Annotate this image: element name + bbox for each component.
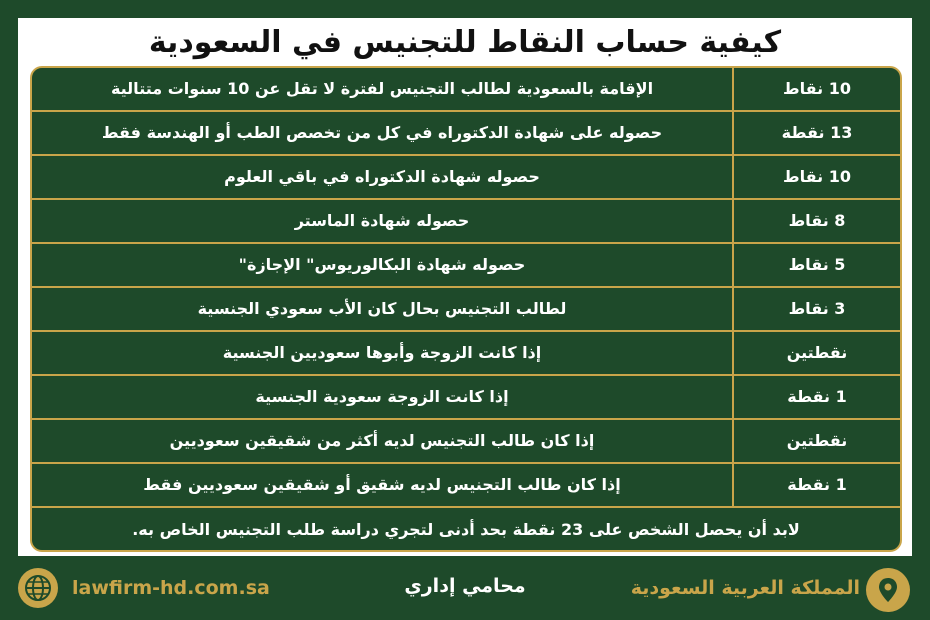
table-row: [32, 68, 900, 112]
page-title: كيفية حساب النقاط للتجنيس في السعودية: [148, 25, 782, 60]
row-points: 1 نقطة: [732, 376, 900, 418]
row-points: 10 نقاط: [732, 68, 900, 110]
lawyer-label: محامي إداري: [404, 575, 526, 597]
row-points: 5 نقاط: [732, 244, 900, 286]
table-row: [32, 112, 900, 156]
row-points: نقطتين: [732, 332, 900, 374]
table-row: [32, 288, 900, 332]
table-row: [32, 156, 900, 200]
row-description: إذا كان طالب التجنيس لديه أكثر من شقيقين سعوديين: [169, 431, 595, 450]
row-points: 10 نقاط: [732, 156, 900, 198]
row-description: إذا كانت الزوجة وأبوها سعوديين الجنسية: [222, 343, 542, 362]
row-points: 13 نقطة: [732, 112, 900, 154]
points-table: [30, 66, 902, 552]
row-description: لطالب التجنيس بحال كان الأب سعودي الجنسية: [197, 299, 567, 318]
row-description: حصوله على شهادة الدكتوراه في كل من تخصص الطب أو الهندسة فقط: [101, 123, 663, 142]
globe-icon: [18, 568, 58, 608]
table-row: [32, 200, 900, 244]
row-points: 8 نقاط: [732, 200, 900, 242]
row-points: نقطتين: [732, 420, 900, 462]
country-label: المملكة العربية السعودية: [630, 577, 860, 599]
table-row: [32, 244, 900, 288]
row-description: حصوله شهادة البكالوريوس" الإجازة": [238, 255, 526, 274]
website-link[interactable]: lawfirm-hd.com.sa: [72, 577, 270, 599]
row-description: إذا كان طالب التجنيس لديه شقيق أو شقيقين سعوديين فقط: [143, 475, 621, 494]
row-points: 1 نقطة: [732, 464, 900, 506]
table-note: لابد أن يحصل الشخص على 23 نقطة بحد أدنى لتجري دراسة طلب التجنيس الخاص به.: [132, 520, 800, 539]
row-description: حصوله شهادة الدكتوراه في باقي العلوم: [224, 167, 540, 186]
row-description: الإقامة بالسعودية لطالب التجنيس لفترة لا تقل عن 10 سنوات متتالية: [110, 79, 654, 98]
table-row: [32, 464, 900, 508]
row-description: حصوله شهادة الماستر: [294, 211, 470, 230]
location-pin-icon: [866, 568, 910, 612]
footer: [0, 556, 930, 620]
row-description: إذا كانت الزوجة سعودية الجنسية: [255, 387, 509, 406]
row-points: 3 نقاط: [732, 288, 900, 330]
table-row: [32, 420, 900, 464]
table-row: [32, 332, 900, 376]
table-row: [32, 376, 900, 420]
content-card: [18, 18, 912, 556]
